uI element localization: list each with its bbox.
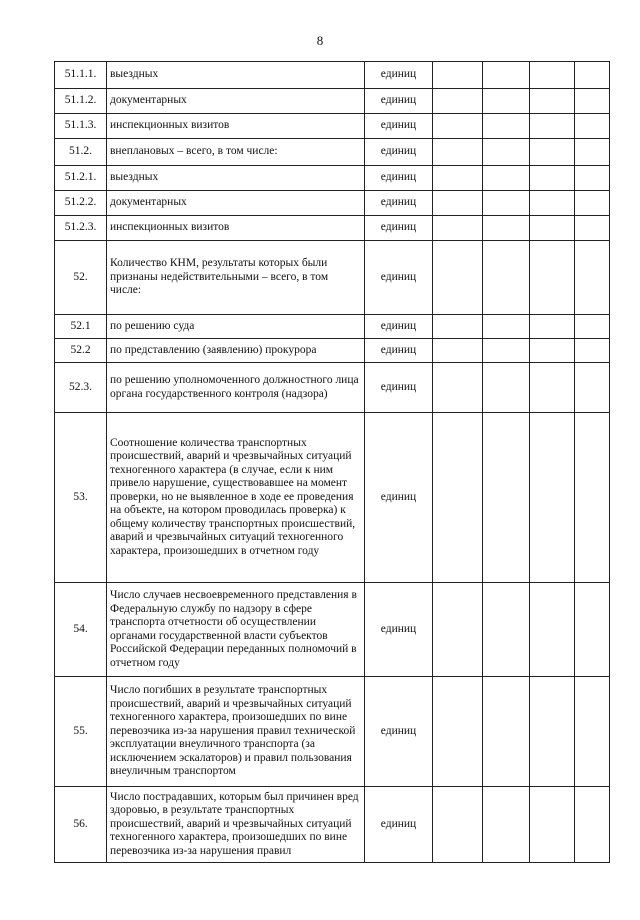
value-cell-3 bbox=[530, 216, 575, 241]
value-cell-4 bbox=[575, 139, 610, 166]
value-cell-2 bbox=[483, 166, 530, 191]
table-row bbox=[55, 216, 610, 241]
value-cell-1 bbox=[433, 413, 483, 583]
value-cell-3 bbox=[530, 315, 575, 339]
row-unit: единиц bbox=[365, 166, 433, 191]
row-unit: единиц bbox=[365, 139, 433, 166]
value-cell-2 bbox=[483, 114, 530, 139]
row-unit: единиц bbox=[365, 583, 433, 677]
table-row bbox=[55, 166, 610, 191]
row-unit: единиц bbox=[365, 339, 433, 363]
value-cell-2 bbox=[483, 363, 530, 413]
value-cell-3 bbox=[530, 583, 575, 677]
value-cell-3 bbox=[530, 677, 575, 787]
row-unit: единиц bbox=[365, 413, 433, 583]
row-number: 52. bbox=[55, 241, 107, 315]
value-cell-2 bbox=[483, 787, 530, 863]
row-unit: единиц bbox=[365, 241, 433, 315]
row-indicator-name: документарных bbox=[107, 89, 365, 114]
value-cell-2 bbox=[483, 139, 530, 166]
row-indicator-name: Количество КНМ, результаты которых были признаны недействительными – всего, в том числе: bbox=[107, 241, 365, 315]
value-cell-1 bbox=[433, 191, 483, 216]
table-row bbox=[55, 62, 610, 89]
value-cell-4 bbox=[575, 114, 610, 139]
value-cell-1 bbox=[433, 315, 483, 339]
value-cell-1 bbox=[433, 583, 483, 677]
value-cell-2 bbox=[483, 241, 530, 315]
value-cell-2 bbox=[483, 315, 530, 339]
value-cell-2 bbox=[483, 677, 530, 787]
value-cell-3 bbox=[530, 363, 575, 413]
value-cell-3 bbox=[530, 139, 575, 166]
value-cell-4 bbox=[575, 89, 610, 114]
table-row bbox=[55, 315, 610, 339]
row-number: 51.2.1. bbox=[55, 166, 107, 191]
value-cell-2 bbox=[483, 339, 530, 363]
report-table bbox=[54, 61, 610, 863]
value-cell-2 bbox=[483, 216, 530, 241]
value-cell-2 bbox=[483, 89, 530, 114]
row-unit: единиц bbox=[365, 216, 433, 241]
row-number: 52.1 bbox=[55, 315, 107, 339]
row-indicator-name: документарных bbox=[107, 191, 365, 216]
value-cell-3 bbox=[530, 787, 575, 863]
row-number: 52.3. bbox=[55, 363, 107, 413]
value-cell-4 bbox=[575, 583, 610, 677]
row-indicator-name: Число случаев несвоевременного представления в Федеральную службу по надзору в сфере транспорта отчетности об осуществлении органами государственной власти субъектов Российской Федерации переданных полномочий в отчетном году bbox=[107, 583, 365, 677]
value-cell-3 bbox=[530, 413, 575, 583]
value-cell-4 bbox=[575, 413, 610, 583]
table-row bbox=[55, 677, 610, 787]
row-number: 51.2.2. bbox=[55, 191, 107, 216]
row-indicator-name: по решению уполномоченного должностного лица органа государственного контроля (надзора) bbox=[107, 363, 365, 413]
value-cell-4 bbox=[575, 191, 610, 216]
table-row bbox=[55, 241, 610, 315]
value-cell-3 bbox=[530, 62, 575, 89]
row-unit: единиц bbox=[365, 191, 433, 216]
row-indicator-name: Число пострадавших, которым был причинен вред здоровью, в результате транспортных происшествий, аварий и чрезвычайных ситуаций техногенного характера, произошедших по вине перевозчика из-за нарушения правил bbox=[107, 787, 365, 863]
table-row bbox=[55, 339, 610, 363]
row-number: 54. bbox=[55, 583, 107, 677]
value-cell-1 bbox=[433, 62, 483, 89]
table-row bbox=[55, 139, 610, 166]
value-cell-1 bbox=[433, 216, 483, 241]
value-cell-3 bbox=[530, 191, 575, 216]
row-indicator-name: внеплановых – всего, в том числе: bbox=[107, 139, 365, 166]
value-cell-1 bbox=[433, 241, 483, 315]
value-cell-1 bbox=[433, 787, 483, 863]
row-number: 55. bbox=[55, 677, 107, 787]
row-number: 51.2. bbox=[55, 139, 107, 166]
value-cell-2 bbox=[483, 413, 530, 583]
value-cell-3 bbox=[530, 241, 575, 315]
value-cell-1 bbox=[433, 339, 483, 363]
value-cell-4 bbox=[575, 315, 610, 339]
value-cell-1 bbox=[433, 89, 483, 114]
value-cell-1 bbox=[433, 363, 483, 413]
row-unit: единиц bbox=[365, 677, 433, 787]
value-cell-3 bbox=[530, 166, 575, 191]
row-number: 51.1.3. bbox=[55, 114, 107, 139]
table-row bbox=[55, 787, 610, 863]
row-unit: единиц bbox=[365, 315, 433, 339]
value-cell-1 bbox=[433, 139, 483, 166]
value-cell-3 bbox=[530, 89, 575, 114]
row-unit: единиц bbox=[365, 363, 433, 413]
row-number: 51.2.3. bbox=[55, 216, 107, 241]
row-indicator-name: выездных bbox=[107, 62, 365, 89]
value-cell-1 bbox=[433, 114, 483, 139]
value-cell-4 bbox=[575, 166, 610, 191]
value-cell-4 bbox=[575, 339, 610, 363]
value-cell-3 bbox=[530, 339, 575, 363]
row-indicator-name: по решению суда bbox=[107, 315, 365, 339]
table-row bbox=[55, 413, 610, 583]
table-row bbox=[55, 89, 610, 114]
row-indicator-name: Число погибших в результате транспортных происшествий, аварий и чрезвычайных ситуаций техногенного характера, произошедших по вине перевозчика из-за нарушения правил технической эксплуатации внеуличного транспорта (за исключением эскалаторов) и правил пользования внеуличным транспортом bbox=[107, 677, 365, 787]
row-indicator-name: инспекционных визитов bbox=[107, 216, 365, 241]
table-row bbox=[55, 114, 610, 139]
row-number: 53. bbox=[55, 413, 107, 583]
row-indicator-name: выездных bbox=[107, 166, 365, 191]
value-cell-1 bbox=[433, 677, 483, 787]
row-number: 52.2 bbox=[55, 339, 107, 363]
page-number: 8 bbox=[316, 33, 324, 48]
value-cell-2 bbox=[483, 62, 530, 89]
table-row bbox=[55, 363, 610, 413]
row-unit: единиц bbox=[365, 62, 433, 89]
row-number: 51.1.2. bbox=[55, 89, 107, 114]
table-row bbox=[55, 191, 610, 216]
table-row bbox=[55, 583, 610, 677]
row-number: 56. bbox=[55, 787, 107, 863]
value-cell-2 bbox=[483, 191, 530, 216]
value-cell-4 bbox=[575, 216, 610, 241]
value-cell-3 bbox=[530, 114, 575, 139]
value-cell-1 bbox=[433, 166, 483, 191]
row-unit: единиц bbox=[365, 114, 433, 139]
value-cell-4 bbox=[575, 787, 610, 863]
row-indicator-name: Соотношение количества транспортных происшествий, аварий и чрезвычайных ситуаций техногенного характера (в случае, если к ним привело нарушение, существовавшее на момент проверки, но не выявленное в ходе ее проведения на объекте, на котором проводилась проверка) к общему количеству транспортных происшествий, аварий и чрезвычайных ситуаций техногенного характера, произошедших в отчетном году bbox=[107, 413, 365, 583]
row-unit: единиц bbox=[365, 89, 433, 114]
row-unit: единиц bbox=[365, 787, 433, 863]
value-cell-2 bbox=[483, 583, 530, 677]
row-number: 51.1.1. bbox=[55, 62, 107, 89]
row-indicator-name: инспекционных визитов bbox=[107, 114, 365, 139]
value-cell-4 bbox=[575, 677, 610, 787]
value-cell-4 bbox=[575, 62, 610, 89]
value-cell-4 bbox=[575, 363, 610, 413]
row-indicator-name: по представлению (заявлению) прокурора bbox=[107, 339, 365, 363]
value-cell-4 bbox=[575, 241, 610, 315]
